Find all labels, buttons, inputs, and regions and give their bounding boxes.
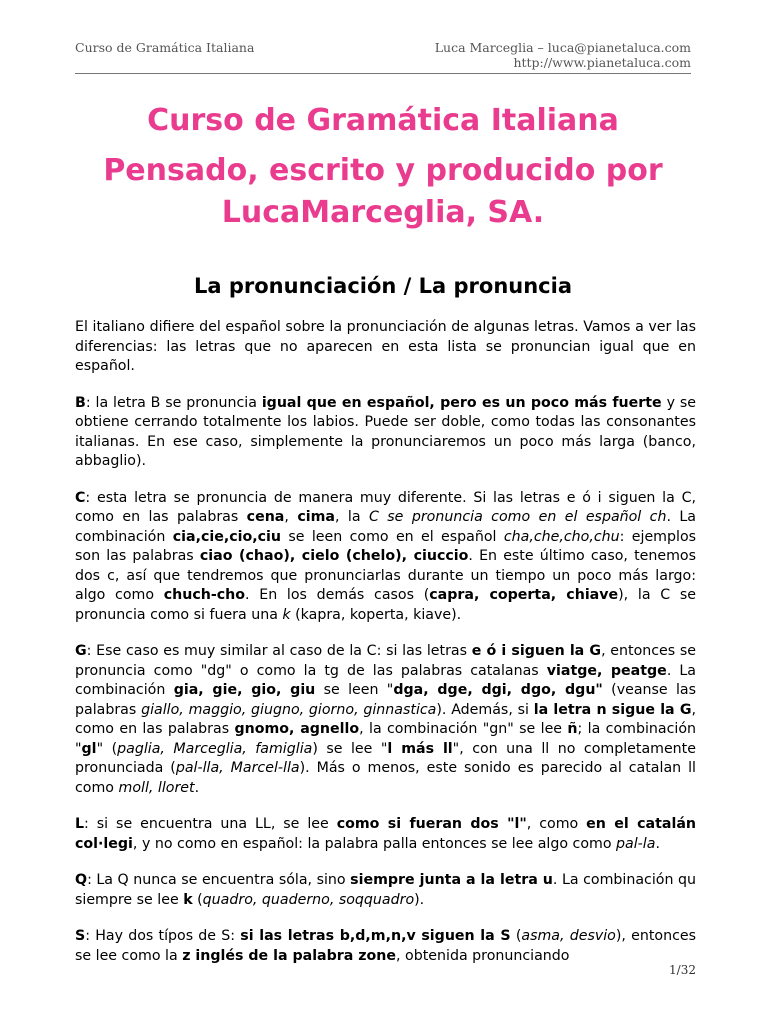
text-run: , la: [334, 509, 369, 525]
text-run: ) se lee ": [312, 740, 388, 757]
document-title-block: [75, 98, 691, 234]
header-author-email: Luca Marceglia – luca@pianetaluca.com: [434, 40, 691, 55]
text-run: e ó i siguen la G: [471, 643, 602, 659]
text-run: k: [183, 891, 193, 908]
text-run: ", con una ll no completamente pronunciada (: [75, 740, 696, 776]
text-run: B: [75, 394, 86, 411]
text-run: l más ll: [387, 740, 453, 757]
text-run: . En este último caso, tenemos dos c, así que tendremos que pronunciarlas durante un tiempo un poco más largo: algo como: [75, 548, 697, 603]
text-run: , como en las palabras: [75, 701, 697, 737]
text-run: cia,cie,cio,ciu: [172, 528, 282, 545]
text-run: , entonces se pronuncia como "dg" o como la tg de las palabras catalanas: [75, 643, 696, 679]
text-run: : la letra B se pronuncia: [85, 394, 262, 411]
header-author-info: [435, 40, 691, 70]
text-run: quadro, quaderno, soqquadro: [202, 891, 415, 908]
text-run: : La Q nunca se encuentra sóla, sino: [87, 872, 351, 888]
text-run: giallo, maggio, giugno, giorno, ginnastica: [141, 701, 437, 718]
paragraph-letter-c: [75, 489, 696, 626]
text-run: paglia, Marceglia, famiglia: [117, 740, 313, 757]
text-run: : ejemplos son las palabras: [75, 528, 697, 564]
text-run: cha,che,cho,chu: [503, 528, 620, 545]
text-run: pal-la: [616, 835, 656, 852]
text-run: z inglés de la palabra zone: [182, 947, 397, 964]
text-run: . La combinación qu siempre se lee: [75, 872, 696, 908]
text-run: Q: [75, 872, 88, 888]
text-run: " (: [96, 740, 118, 757]
text-run: gnomo, agnello: [234, 721, 360, 737]
text-run: . En los demás casos (: [245, 587, 430, 603]
page-number: 1/32: [669, 963, 696, 977]
text-run: dga, dge, dgi, dgo, dgu": [393, 682, 603, 698]
header-course-title: Curso de Gramática Italiana: [75, 40, 255, 55]
text-run: k: [282, 606, 291, 623]
page-header: [75, 40, 691, 74]
text-run: C: [75, 489, 86, 506]
text-run: pal-lla, Marcel-lla: [175, 760, 300, 776]
text-run: L: [75, 816, 85, 832]
text-run: , como: [526, 816, 587, 832]
text-run: : si se encuentra una LL, se lee: [84, 816, 337, 832]
text-run: se leen como en el español: [281, 528, 504, 545]
text-run: C se pronuncia como en el español ch: [368, 509, 667, 525]
text-run: , y no como en español: la palabra palla entonces se lee algo como: [132, 835, 617, 852]
text-run: gl: [81, 740, 97, 757]
text-run: El italiano difiere del español sobre la pronunciación de algunas letras. Vamos a ver las diferencias: las letras que no aparecen en esta lista se pronuncian igual que en español.: [75, 319, 696, 374]
paragraph-letter-b: [75, 394, 696, 472]
text-run: G: [75, 643, 87, 659]
document-title: Curso de Gramática Italiana: [147, 103, 619, 138]
text-run: , obtenida pronunciando: [396, 947, 570, 964]
text-run: asma, desvio: [521, 928, 616, 944]
text-run: ciao (chao), cielo (chelo), ciuccio: [199, 548, 469, 564]
text-run: chuch-cho: [163, 587, 246, 603]
text-run: moll, lloret: [118, 779, 195, 796]
text-run: igual que en español, pero es un poco más fuerte: [261, 394, 662, 411]
document-subtitle: Pensado, escrito y producido por LucaMarceglia, SA.: [103, 153, 663, 230]
text-run: .: [194, 779, 200, 796]
text-run: : Ese caso es muy similar al caso de la C: si las letras: [86, 643, 472, 659]
text-run: ,: [284, 509, 298, 525]
text-run: ).: [414, 891, 425, 908]
text-run: (veanse las palabras: [75, 682, 696, 718]
text-run: , la combinación "gn" se lee: [359, 721, 568, 737]
text-run: (: [510, 928, 522, 944]
text-run: ), la C se pronuncia como si fuera una: [75, 587, 696, 623]
document-body: [75, 318, 696, 983]
text-run: ). Más o menos, este sonido es parecido al catalan ll como: [75, 760, 696, 796]
paragraph-letter-s: [75, 927, 696, 966]
text-run: : Hay dos típos de S:: [85, 928, 241, 944]
paragraph-letter-l: [75, 815, 696, 854]
text-run: ). Además, si: [436, 701, 534, 718]
text-run: (kapra, koperta, kiave).: [290, 606, 462, 623]
text-run: capra, coperta, chiave: [429, 587, 619, 603]
header-website: http://www.pianetaluca.com: [513, 55, 691, 70]
text-run: ), entonces se lee como la: [75, 928, 697, 964]
text-run: S: [75, 928, 86, 944]
text-run: cima: [297, 509, 335, 525]
text-run: si las letras b,d,m,n,v siguen la S: [240, 928, 511, 944]
text-run: ; la combinación ": [75, 721, 696, 757]
text-run: y se obtiene cerrando totalmente los labios. Puede ser doble, como todas las consonantes italianas. En ese caso, simplemente la pronunciaremos un poco más larga (banco, abbaglio).: [75, 394, 696, 469]
text-run: ñ: [567, 721, 578, 737]
text-run: en el catalán col·legi: [75, 816, 696, 852]
text-run: como si fueran dos "l": [336, 816, 527, 832]
text-run: : esta letra se pronuncia de manera muy diferente. Si las letras e ó i siguen la C, como en las palabras: [75, 489, 696, 525]
text-run: viatge, peatge: [546, 662, 667, 679]
text-run: (: [192, 891, 203, 908]
paragraph-letter-q: [75, 871, 696, 910]
text-run: siempre junta a la letra u: [350, 872, 553, 888]
text-run: .: [655, 835, 660, 852]
text-run: cena: [246, 509, 285, 525]
text-run: gia, gie, gio, giu: [173, 682, 316, 698]
text-run: . La combinación: [75, 509, 696, 545]
text-run: se leen ": [315, 682, 394, 698]
section-heading: La pronunciación / La pronuncia: [193, 274, 572, 298]
text-run: la letra n sigue la G: [533, 701, 692, 718]
paragraph-intro: [75, 318, 696, 377]
text-run: . La combinación: [75, 662, 696, 698]
paragraph-letter-g: [75, 642, 696, 798]
